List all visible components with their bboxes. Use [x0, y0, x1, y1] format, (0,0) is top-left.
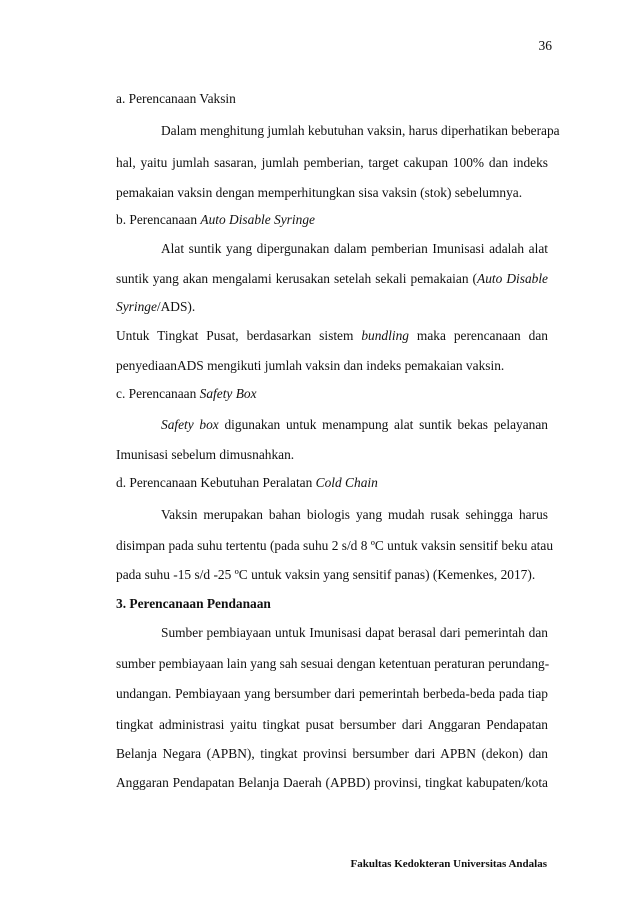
bold-heading: 3. Perencanaan Pendanaan [116, 596, 271, 611]
heading-prefix: d. Perencanaan Kebutuhan Peralatan [116, 475, 316, 490]
paragraph-line: Anggaran Pendapatan Belanja Daerah (APBD) provinsi, tingkat kabupaten/kota [116, 775, 548, 790]
paragraph-line: tingkat administrasi yaitu tingkat pusat bersumber dari Anggaran Pendapatan [116, 717, 548, 732]
heading-perencanaan-safety-box [116, 385, 548, 403]
text-segment: suntik yang akan mengalami kerusakan setelah sekali pemakaian ( [116, 271, 478, 286]
text-segment: Untuk Tingkat Pusat, berdasarkan sistem [116, 328, 362, 343]
heading-italic: Auto Disable Syringe [200, 212, 315, 227]
paragraph-line: sumber pembiayaan lain yang sah sesuai dengan ketentuan peraturan perundang- [116, 656, 550, 671]
page-footer: Fakultas Kedokteran Universitas Andalas [350, 858, 547, 870]
heading-italic: Safety Box [199, 386, 257, 401]
text-segment: /ADS). [156, 299, 196, 314]
italic-segment: Auto Disable [477, 271, 549, 286]
paragraph-line [161, 416, 548, 434]
paragraph-line [116, 298, 548, 316]
paragraph-line: pemakaian vaksin dengan memperhitungkan sisa vaksin (stok) sebelumnya. [116, 185, 523, 200]
paragraph-line: undangan. Pembiayaan yang bersumber dari pemerintah berbeda-beda pada tiap [116, 686, 548, 701]
text-segment: maka perencanaan dan [408, 328, 548, 343]
paragraph-line: Sumber pembiayaan untuk Imunisasi dapat berasal dari pemerintah dan [161, 625, 548, 640]
heading-italic: Cold Chain [315, 475, 378, 490]
heading-perencanaan-pendanaan [116, 595, 548, 613]
paragraph-line: pada suhu -15 s/d -25 ºC untuk vaksin yang sensitif panas) (Kemenkes, 2017). [116, 567, 536, 582]
paragraph-line: penyediaanADS mengikuti jumlah vaksin dan indeks pemakaian vaksin. [116, 358, 505, 373]
text-segment: digunakan untuk menampung alat suntik bekas pelayanan [218, 417, 548, 432]
italic-segment: Syringe [116, 299, 157, 314]
heading-perencanaan-cold-chain [116, 474, 548, 492]
italic-segment: Safety box [161, 417, 219, 432]
paragraph-line: hal, yaitu jumlah sasaran, jumlah pemberian, target cakupan 100% dan indeks [116, 155, 548, 170]
paragraph-line: disimpan pada suhu tertentu (pada suhu 2 s/d 8 ºC untuk vaksin sensitif beku atau [116, 538, 554, 553]
paragraph-line: Vaksin merupakan bahan biologis yang mudah rusak sehingga harus [161, 507, 548, 522]
paragraph-line: Belanja Negara (APBN), tingkat provinsi bersumber dari APBN (dekon) dan [116, 746, 548, 761]
paragraph-line: Alat suntik yang dipergunakan dalam pemberian Imunisasi adalah alat [161, 241, 548, 256]
heading-perencanaan-ads [116, 211, 548, 229]
paragraph-line [116, 327, 548, 345]
heading-prefix: b. Perencanaan [116, 212, 201, 227]
paragraph-line: Dalam menghitung jumlah kebutuhan vaksin, harus diperhatikan beberapa [161, 123, 560, 138]
heading-perencanaan-vaksin: a. Perencanaan Vaksin [116, 91, 236, 106]
paragraph-line [116, 270, 548, 288]
page-number: 36 [538, 38, 552, 53]
heading-prefix: c. Perencanaan [116, 386, 200, 401]
paragraph-line: Imunisasi sebelum dimusnahkan. [116, 447, 295, 462]
italic-segment: bundling [361, 328, 409, 343]
